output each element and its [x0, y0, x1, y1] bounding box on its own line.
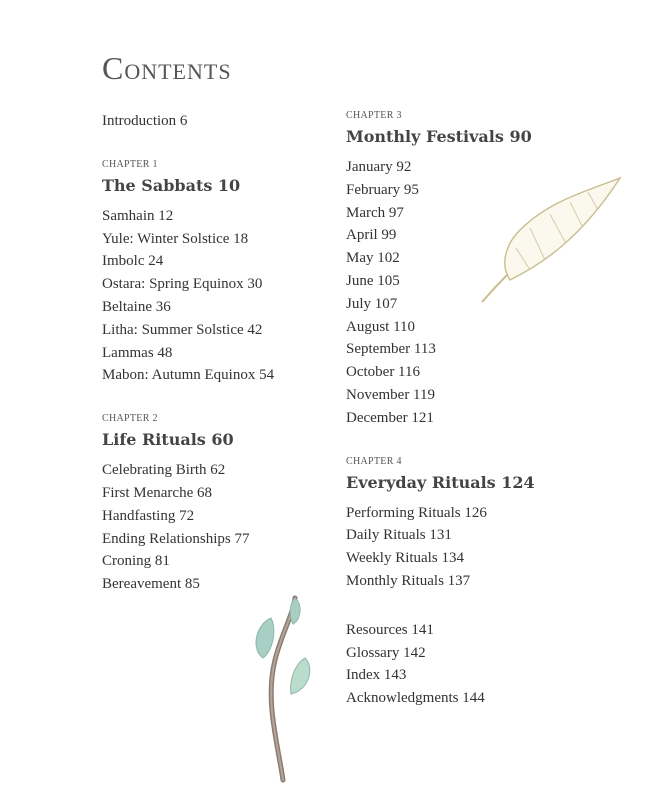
toc-entry: January 92 [346, 159, 412, 175]
toc-entry-introduction: Introduction 6 [102, 113, 188, 129]
toc-entry: February 95 [346, 181, 419, 198]
chapter-1-block [102, 159, 332, 387]
toc-entry: Ending Relationships 77 [102, 530, 250, 547]
toc-entry: Imbolc 24 [102, 253, 164, 270]
chapter-title: Monthly Festivals 90 [346, 127, 532, 146]
chapter-label: CHAPTER 2 [102, 413, 158, 425]
toc-entry: Celebrating Birth 62 [102, 462, 226, 479]
chapter-label: CHAPTER 3 [346, 110, 402, 121]
toc-entry: Resources 141 [346, 621, 434, 638]
toc-entry: September 113 [346, 341, 436, 358]
toc-entry: Daily Rituals 131 [346, 527, 452, 544]
toc-entry: August 110 [346, 318, 416, 335]
toc-entry: April 99 [346, 227, 397, 244]
toc-entry: November 119 [346, 386, 436, 403]
toc-entry: Performing Rituals 126 [346, 504, 487, 521]
toc-entry: Lammas 48 [102, 344, 173, 361]
chapter-4-block [346, 456, 626, 593]
toc-entry: First Menarche 68 [102, 484, 212, 501]
chapter-2-block [102, 413, 332, 596]
toc-entry: Weekly Rituals 134 [346, 550, 464, 567]
chapter-title: Everyday Rituals 124 [346, 472, 535, 492]
leaf-sprig-icon [245, 590, 315, 785]
toc-entry: Beltaine 36 [102, 298, 171, 315]
toc-entry: May 102 [346, 250, 400, 267]
toc-entry: October 116 [346, 364, 421, 381]
toc-entry: Handfasting 72 [102, 507, 195, 524]
toc-entry: June 105 [346, 272, 400, 289]
toc-entry: Yule: Winter Solstice 18 [102, 230, 249, 247]
toc-entry: Samhain 12 [102, 207, 174, 224]
toc-entry: March 97 [346, 204, 404, 221]
feather-icon [470, 170, 630, 310]
toc-entry: Monthly Rituals 137 [346, 572, 471, 589]
toc-entry: December 121 [346, 409, 434, 426]
toc-entry: Litha: Summer Solstice 42 [102, 321, 263, 338]
chapter-title: The Sabbats 10 [102, 175, 241, 195]
toc-entry: Mabon: Autumn Equinox 54 [102, 367, 275, 384]
chapter-label: CHAPTER 4 [346, 455, 402, 467]
contents-left-column [102, 110, 332, 622]
toc-entry: July 107 [346, 295, 398, 312]
chapter-label: CHAPTER 1 [102, 158, 158, 170]
back-matter-block [346, 619, 626, 710]
toc-entry: Croning 81 [102, 553, 170, 570]
toc-entry: Index 143 [346, 667, 407, 684]
page-title: Contents [102, 50, 232, 86]
toc-entry: Glossary 142 [346, 644, 426, 661]
toc-entry: Ostara: Spring Equinox 30 [102, 276, 263, 293]
chapter-title: Life Rituals 60 [102, 430, 234, 450]
toc-entry: Bereavement 85 [102, 576, 200, 593]
toc-entry: Acknowledgments 144 [346, 690, 485, 707]
